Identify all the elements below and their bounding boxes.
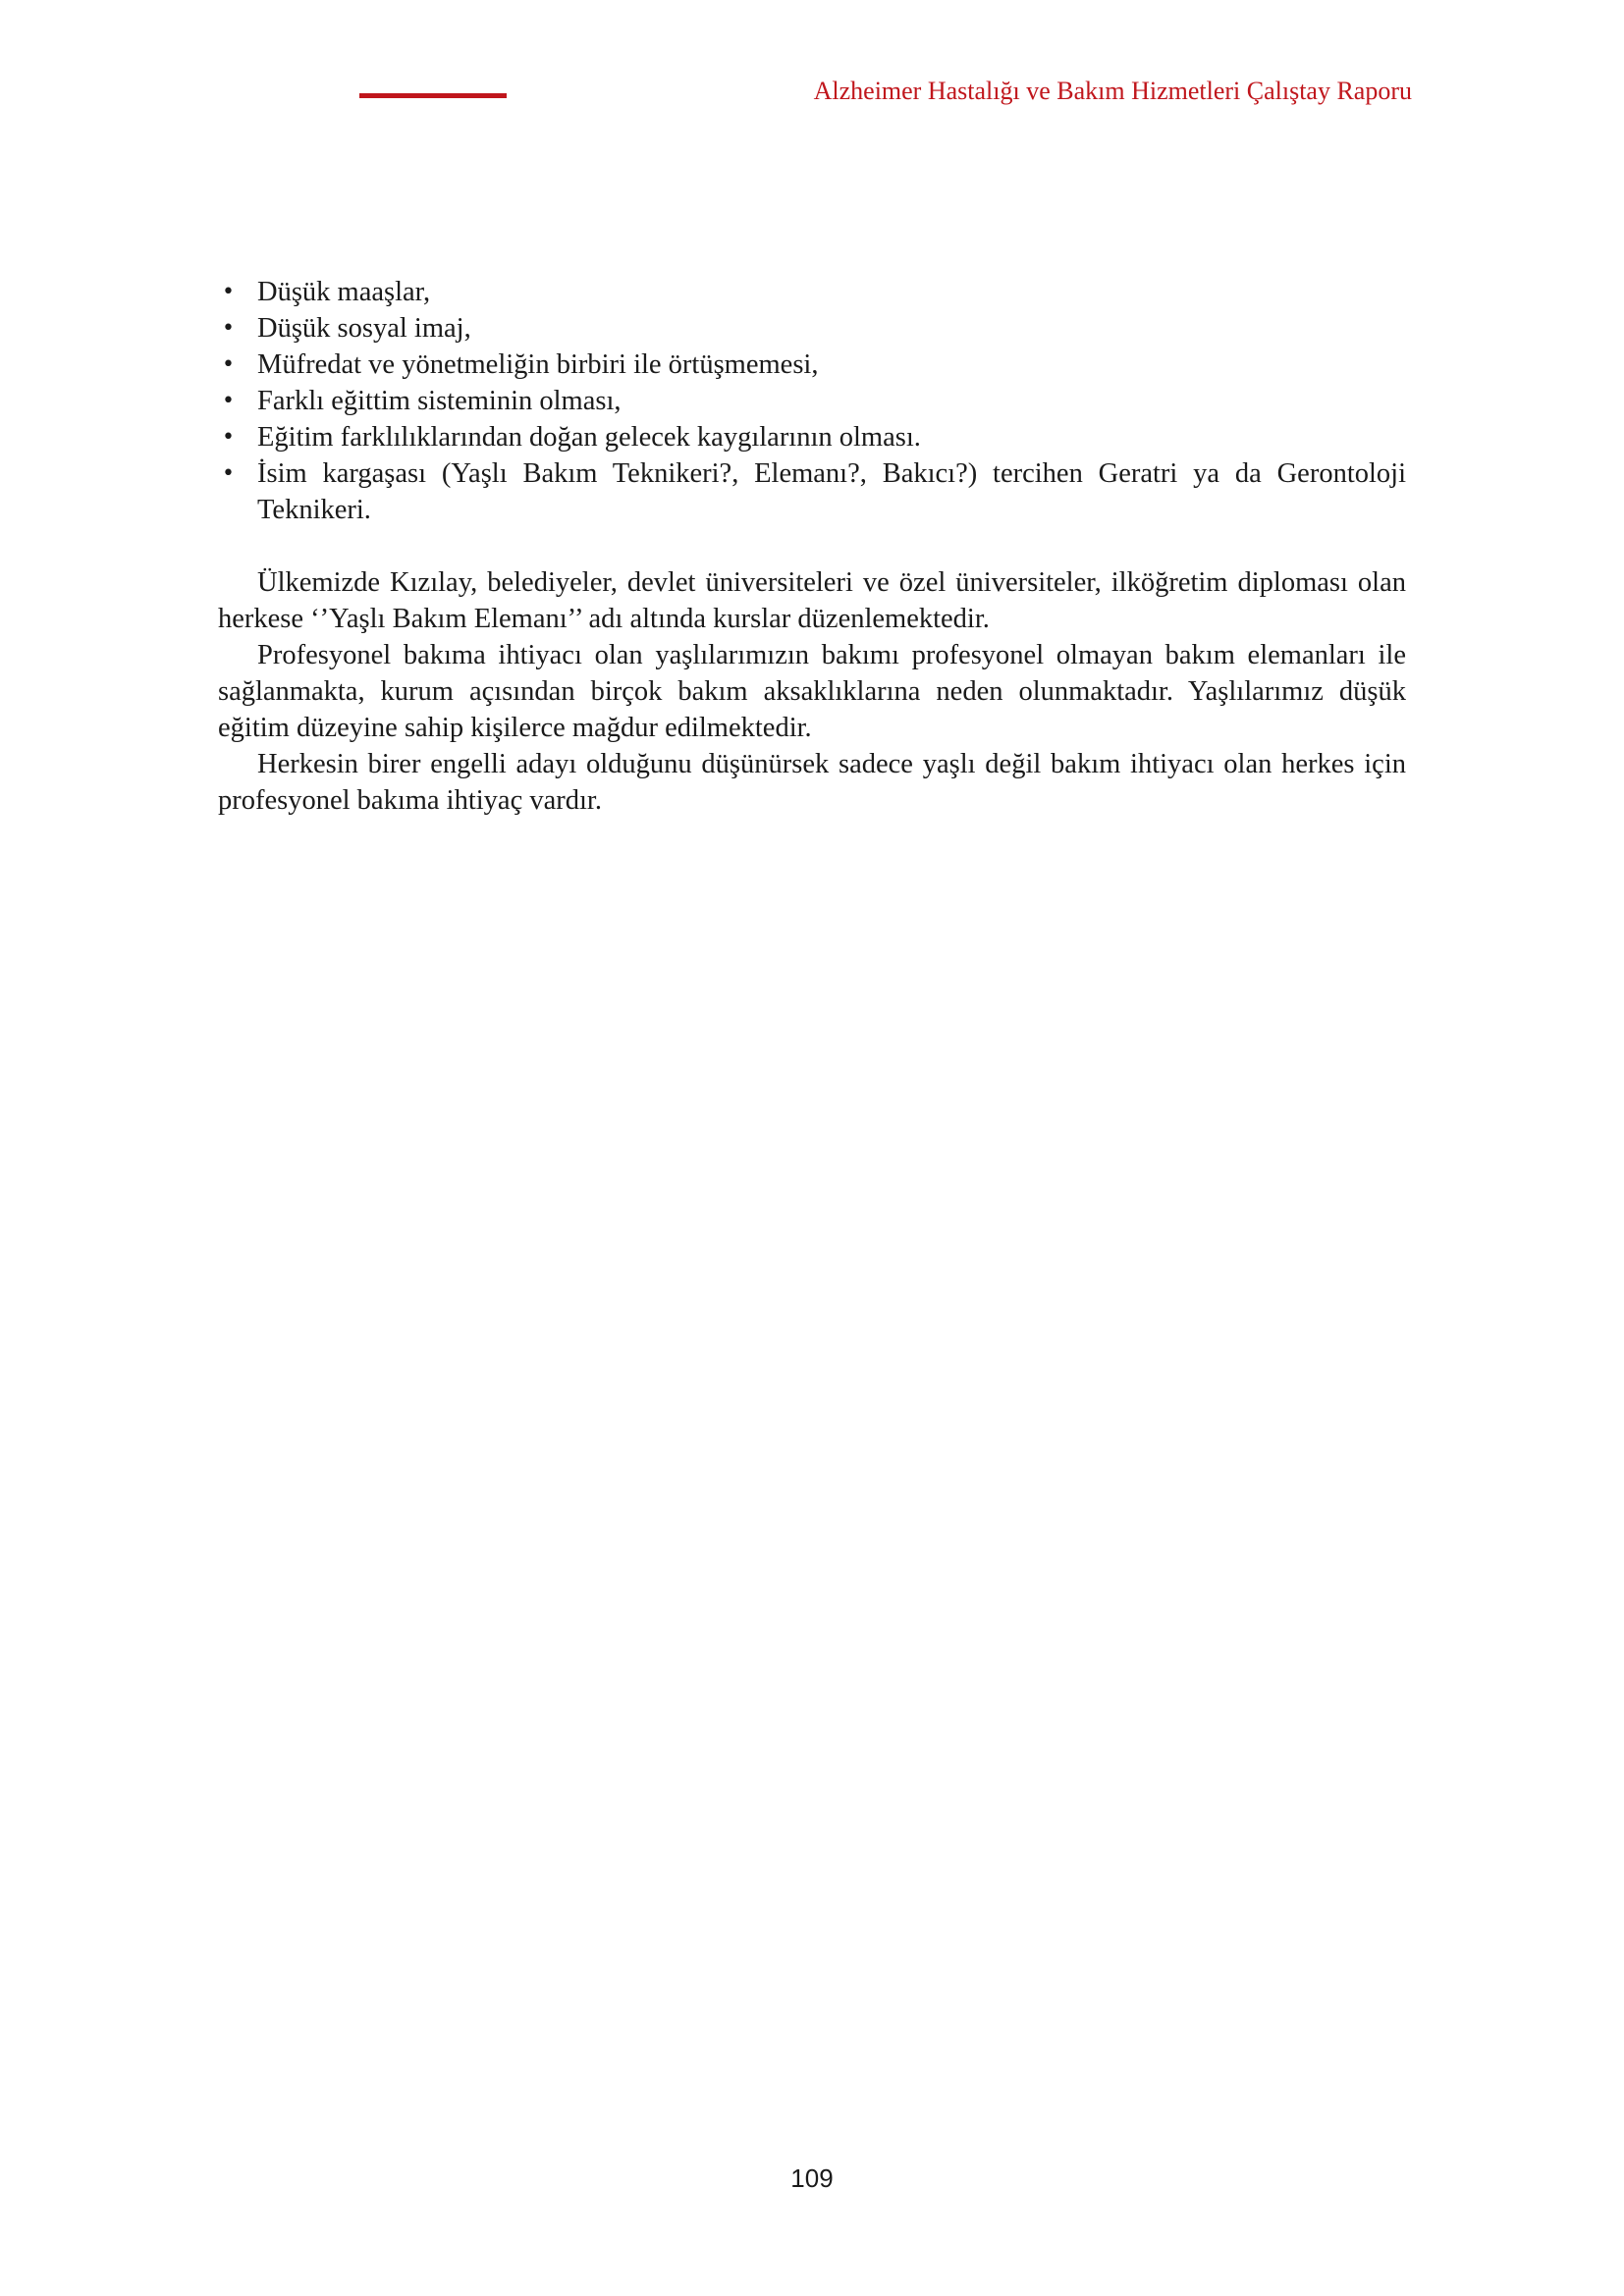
bullet-icon: • <box>222 425 235 450</box>
paragraph: Ülkemizde Kızılay, belediyeler, devlet üniversiteleri ve özel üniversiteler, ilköğretim diploması olan herkese ‘’Yaşlı Bakım Elemanı’’ adı altında kurslar düzenlemektedir. <box>218 567 1406 634</box>
list-item <box>218 347 1406 383</box>
list-item <box>218 310 1406 347</box>
bullet-icon: • <box>222 280 235 304</box>
bullet-icon: • <box>222 316 235 341</box>
bullet-icon: • <box>222 389 235 413</box>
list-item <box>218 274 1406 310</box>
list-item-text: Müfredat ve yönetmeliğin birbiri ile örtüşmemesi, <box>257 349 819 380</box>
body-text <box>218 564 1406 819</box>
page-content <box>218 274 1406 819</box>
list-item-text: İsim kargaşası (Yaşlı Bakım Teknikeri?, Elemanı?, Bakıcı?) tercihen Geratri ya da Gerontoloji Teknikeri. <box>257 458 1406 525</box>
bullet-list <box>218 274 1406 528</box>
bullet-icon: • <box>222 461 235 486</box>
running-header-title: Alzheimer Hastalığı ve Bakım Hizmetleri Çalıştay Raporu <box>813 77 1412 105</box>
list-item-text: Eğitim farklılıklarından doğan gelecek kaygılarının olması. <box>257 422 921 453</box>
list-item-text: Düşük sosyal imaj, <box>257 313 471 344</box>
paragraph: Profesyonel bakıma ihtiyacı olan yaşlılarımızın bakımı profesyonel olmayan bakım elemanları ile sağlanmakta, kurum açısından birçok bakım aksaklıklarına neden olunmaktadır. Yaşlılarımız düşük eğitim düzeyine sahip kişilerce mağdur edilmektedir. <box>218 640 1406 743</box>
list-item <box>218 419 1406 455</box>
list-item-text: Düşük maaşlar, <box>257 277 431 307</box>
list-item-text: Farklı eğittim sisteminin olması, <box>257 386 622 416</box>
paragraph: Herkesin birer engelli adayı olduğunu düşünürsek sadece yaşlı değil bakım ihtiyacı olan herkes için profesyonel bakıma ihtiyaç vardır. <box>218 749 1406 816</box>
list-item <box>218 383 1406 419</box>
list-item <box>218 455 1406 528</box>
page-number: 109 <box>790 2163 834 2193</box>
bullet-icon: • <box>222 352 235 377</box>
header-rule <box>359 93 507 98</box>
